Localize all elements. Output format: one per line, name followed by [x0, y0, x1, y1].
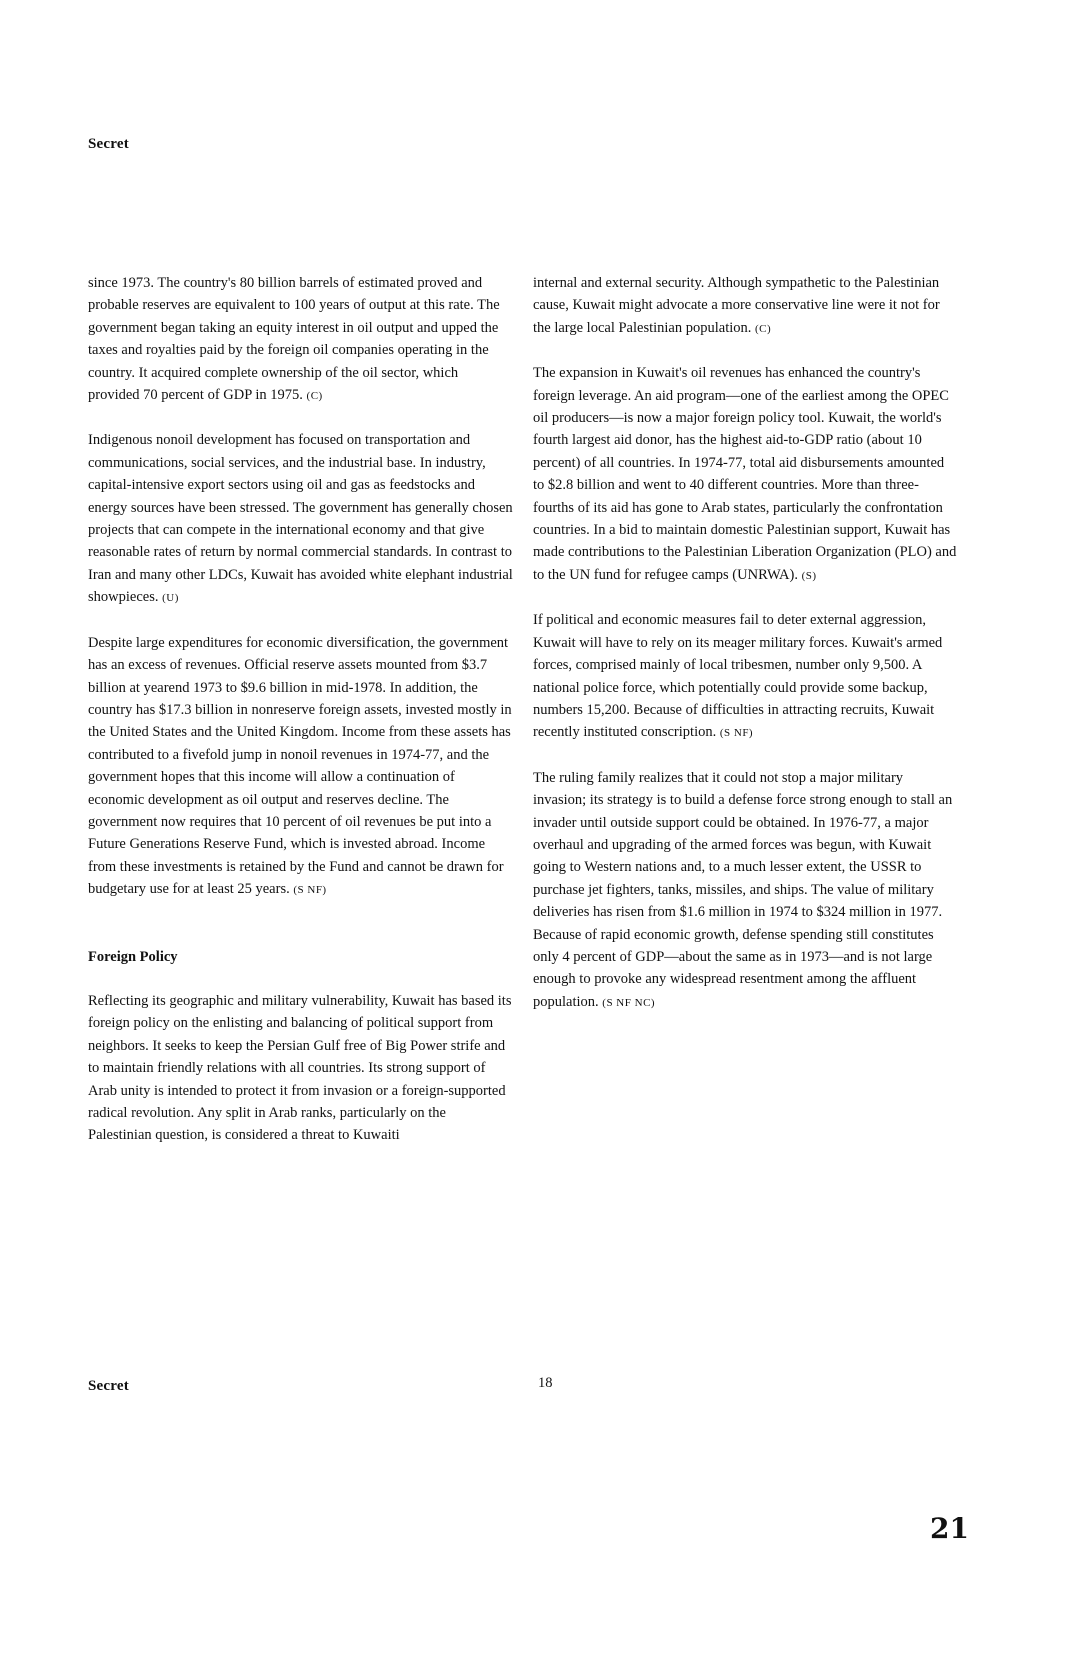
- classification-mark: (C): [306, 390, 323, 403]
- paragraph-revenues: Despite large expenditures for economic diversification, the government has an excess of revenues. Official reserve assets mounted from $3.7 billion at yearend 1973 to $9.6 billion in mid-1978. In addition, the country has $17.3 billion in nonreserve foreign assets, invested mostly in the United States and the United Kingdom. Income from these assets has contributed to a fivefold jump in nonoil revenues in 1974-77, and the government hopes that this income will allow a continuation of economic development as oil output and reserves decline. The government now requires that 10 percent of oil revenues be put into a Future Generations Reserve Fund, which is invested abroad. Income from these investments is retained by the Fund and cannot be drawn for budgetary use for at least 25 years. (S NF): [88, 634, 512, 898]
- classification-mark: (S NF): [293, 884, 327, 897]
- paragraph-oil-reserves: since 1973. The country's 80 billion barrels of estimated proved and probable reserves are equivalent to 100 years of output at this rate. The government began taking an equity interest in oil output and upped the taxes and royalties paid by the foreign oil companies operating in the country. It acquired complete ownership of the oil sector, which provided 70 percent of GDP in 1975. (C): [88, 275, 500, 404]
- corner-stamp-number: 21: [930, 1512, 969, 1545]
- page-number: 18: [538, 1375, 553, 1391]
- right-column: [533, 272, 958, 1036]
- classification-mark: (S): [801, 569, 817, 582]
- section-heading-foreign-policy: Foreign Policy: [88, 948, 178, 965]
- paragraph-defense-strategy: The ruling family realizes that it could not stop a major military invasion; its strategy is to build a defense force strong enough to stall an invader until outside support could be obtained. In 1976-77, a major overhaul and upgrading of the armed forces was begun, with Kuwait going to Western nations and, to a much lesser extent, the USSR to purchase jet fighters, tanks, missiles, and ships. The value of military deliveries has risen from $1.6 million in 1974 to $324 million in 1977. Because of rapid economic growth, defense spending still constitutes only 4 percent of GDP—about the same as in 1973—and is not large enough to provoke any widespread resentment among the affluent population. (S NF NC): [533, 769, 953, 1010]
- paragraph-nonoil-development: Indigenous nonoil development has focused on transportation and communications, social services, and the industrial base. In industry, capital-intensive export sectors using oil and gas as feedstocks and energy sources have been stressed. The government has generally chosen projects that can compete in the international economy and that give reasonable rates of return by normal commercial standards. In contrast to Iran and many other LDCs, Kuwait has avoided white elephant industrial showpieces. (U): [88, 432, 513, 606]
- footer-classification: Secret: [88, 1378, 129, 1394]
- paragraph-internal-security: internal and external security. Although sympathetic to the Palestinian cause, Kuwait might advocate a more conservative line were it not for the large local Palestinian population. (C): [533, 275, 940, 336]
- classification-mark: (S NF): [719, 727, 754, 740]
- paragraph-aid-program: The expansion in Kuwait's oil revenues has enhanced the country's foreign leverage. An aid program—one of the earliest among the OPEC oil producers—is now a major foreign policy tool. Kuwait, the world's fourth largest aid donor, has the highest aid-to-GDP ratio (about 10 percent) of all countries. In 1974-77, total aid disbursements amounted to $2.8 billion and went to 40 different countries. More than three-fourths of its aid has gone to Arab states, particularly the confrontation countries. In a bid to maintain domestic Palestinian support, Kuwait has made contributions to the Palestinian Liberation Organization (PLO) and to the UN fund for refugee camps (UNRWA). (S): [533, 365, 957, 583]
- classification-mark: (U): [162, 592, 179, 605]
- classification-mark: (C): [755, 322, 772, 335]
- classification-mark: (S NF NC): [602, 996, 656, 1009]
- header-classification: Secret: [88, 136, 129, 152]
- left-column: [88, 272, 513, 1169]
- paragraph-foreign-policy: Reflecting its geographic and military vulnerability, Kuwait has based its foreign policy on the enlisting and balancing of political support from neighbors. It seeks to keep the Persian Gulf free of Big Power strife and to maintain friendly relations with all countries. Its strong support of Arab unity is intended to protect it from invasion or a foreign-supported radical revolution. Any split in Arab ranks, particularly on the Palestinian question, is considered a threat to Kuwaiti: [88, 992, 512, 1144]
- paragraph-military-forces: If political and economic measures fail to deter external aggression, Kuwait will have to rely on its meager military forces. Kuwait's armed forces, comprised mainly of local tribesmen, number only 9,500. A national police force, which potentially could provide some backup, numbers 15,200. Because of difficulties in attracting recruits, Kuwait recently instituted conscription. (S NF): [533, 612, 943, 741]
